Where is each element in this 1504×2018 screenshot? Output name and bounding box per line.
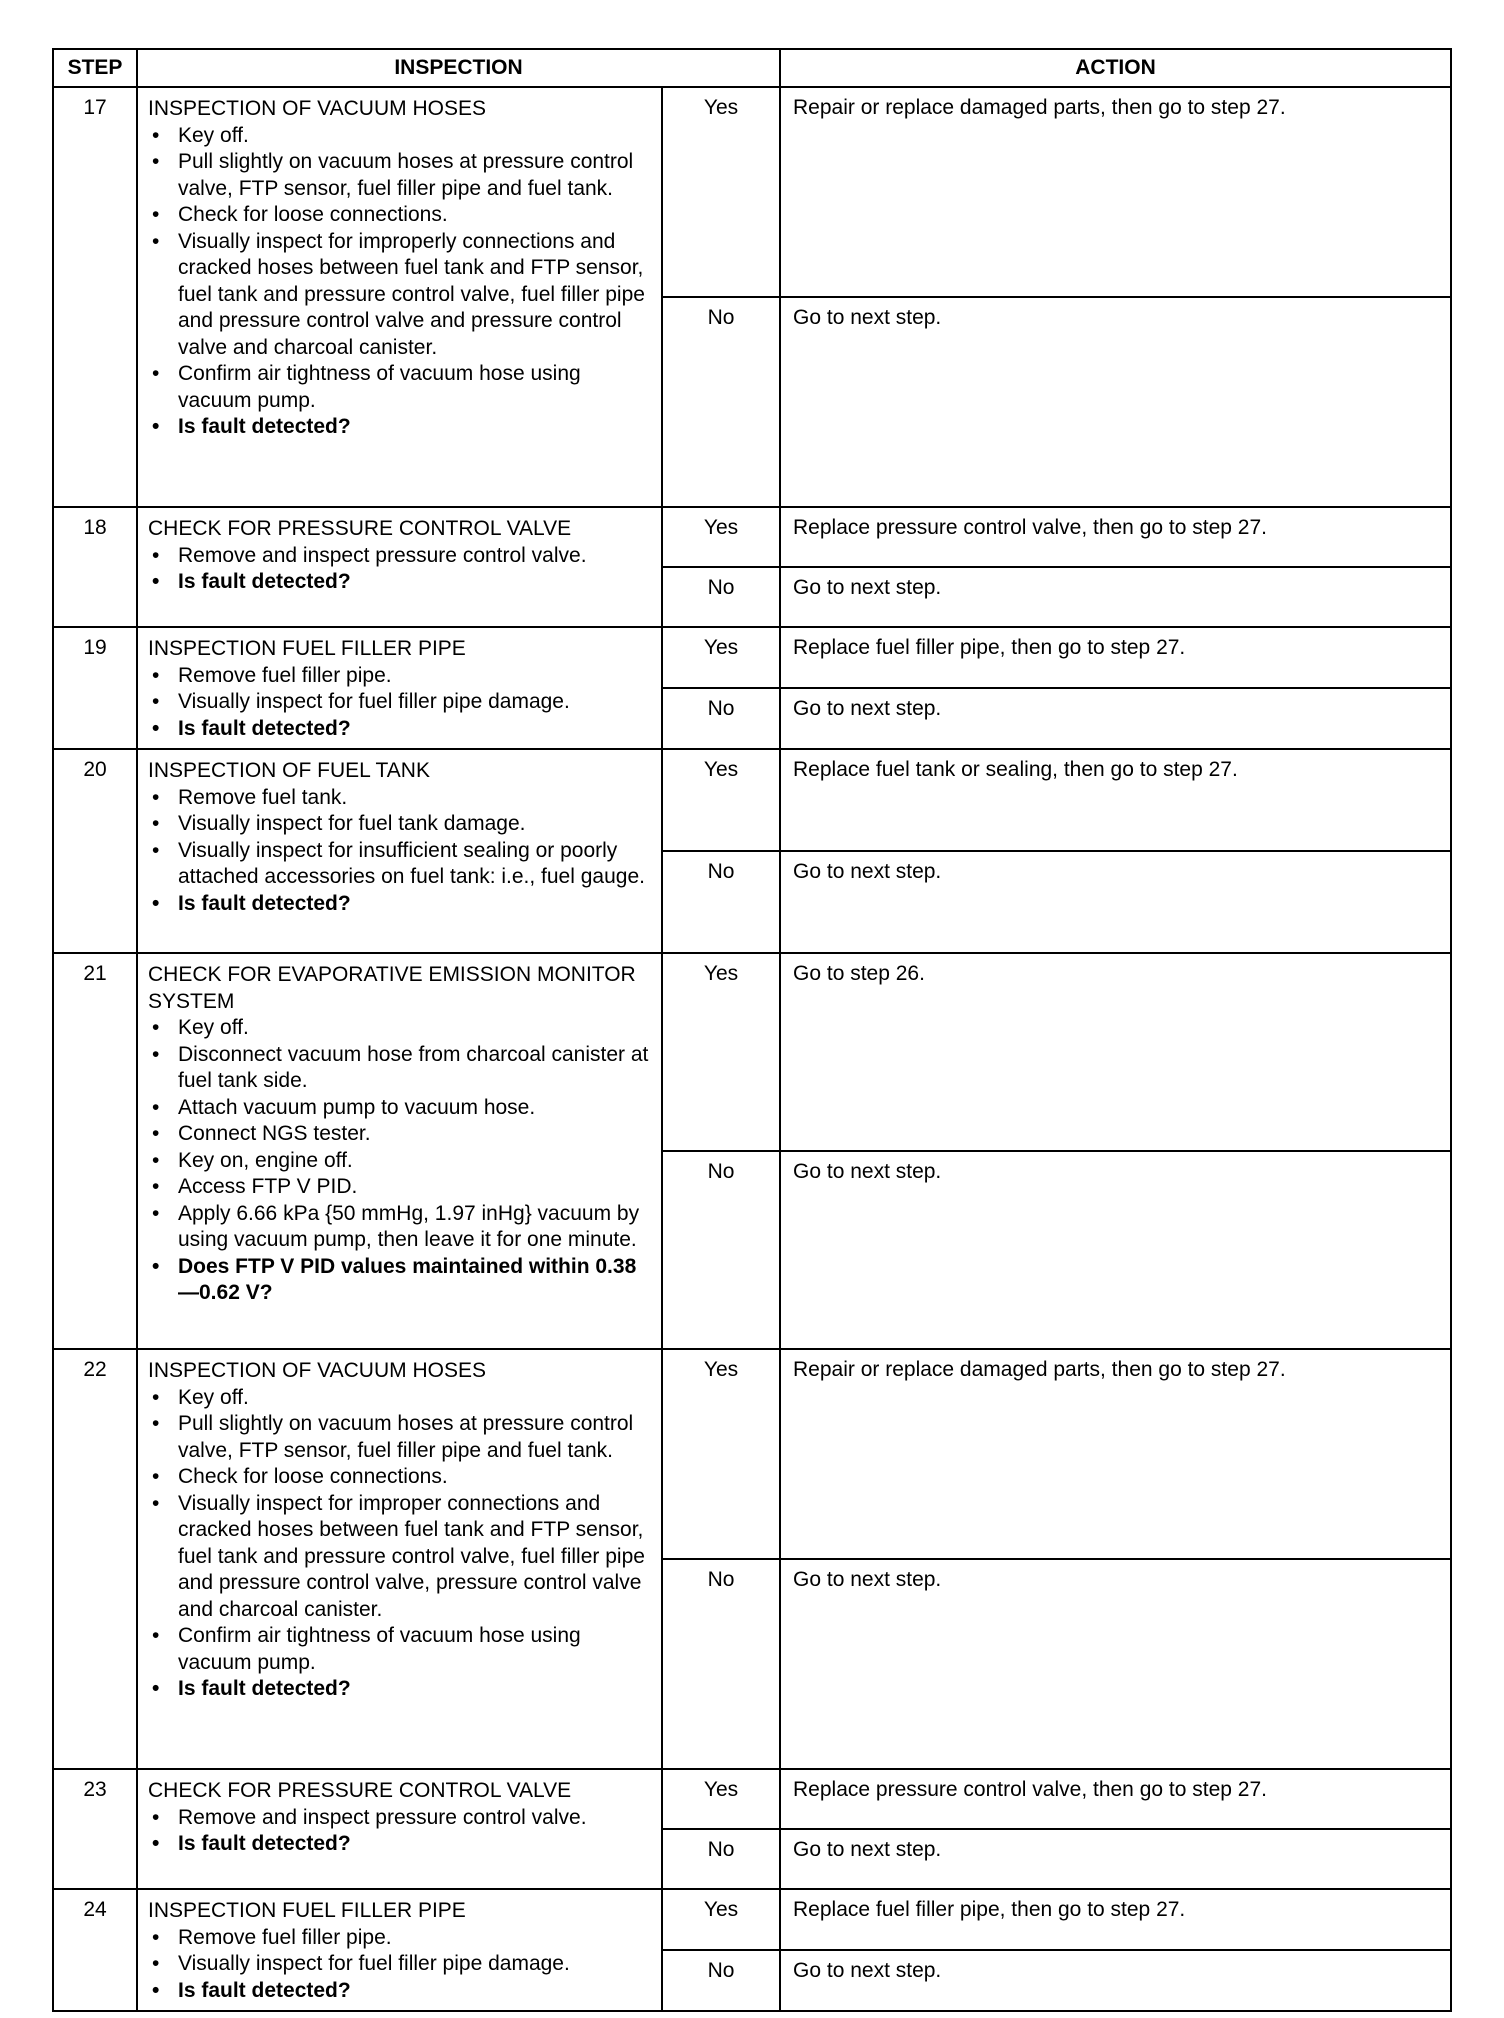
inspection-bullet: • Check for loose connections. xyxy=(148,202,653,229)
no-label: No xyxy=(662,1950,780,2011)
yes-action: Replace pressure control valve, then go to step 27. xyxy=(780,1769,1451,1829)
step-number: 19 xyxy=(53,627,137,749)
inspection-bullet: • Key off. xyxy=(148,1015,653,1042)
inspection-title: INSPECTION OF FUEL TANK xyxy=(148,759,430,782)
yes-label: Yes xyxy=(662,507,780,567)
no-label: No xyxy=(662,688,780,749)
inspection-cell xyxy=(137,749,662,953)
inspection-bullet: • Remove fuel filler pipe. xyxy=(148,663,653,690)
no-label: No xyxy=(662,297,780,507)
inspection-title: INSPECTION FUEL FILLER PIPE xyxy=(148,1899,466,1922)
table-row xyxy=(53,507,1451,567)
inspection-bullet: • Disconnect vacuum hose from charcoal canister at fuel tank side. xyxy=(148,1042,653,1095)
inspection-cell xyxy=(137,953,662,1349)
inspection-bullet: • Confirm air tightness of vacuum hose using vacuum pump. xyxy=(148,1623,653,1676)
inspection-title: CHECK FOR EVAPORATIVE EMISSION MONITOR SYSTEM xyxy=(148,963,636,1013)
no-action: Go to next step. xyxy=(780,1829,1451,1889)
inspection-question: • Is fault detected? xyxy=(148,1831,653,1858)
document-page xyxy=(52,48,1450,2012)
yes-action: Replace fuel tank or sealing, then go to step 27. xyxy=(780,749,1451,851)
step-number: 20 xyxy=(53,749,137,953)
inspection-title: CHECK FOR PRESSURE CONTROL VALVE xyxy=(148,517,572,540)
inspection-question: • Is fault detected? xyxy=(148,1978,653,2005)
table-row xyxy=(53,1889,1451,1950)
step-number: 24 xyxy=(53,1889,137,2011)
yes-action: Go to step 26. xyxy=(780,953,1451,1151)
inspection-title: INSPECTION OF VACUUM HOSES xyxy=(148,1359,486,1382)
inspection-cell xyxy=(137,627,662,749)
inspection-question: • Does FTP V PID values maintained within 0.38—0.62 V? xyxy=(148,1254,653,1307)
yes-label: Yes xyxy=(662,953,780,1151)
inspection-bullets xyxy=(148,1385,653,1703)
yes-action: Replace pressure control valve, then go to step 27. xyxy=(780,507,1451,567)
no-label: No xyxy=(662,567,780,627)
yes-label: Yes xyxy=(662,749,780,851)
step-number: 17 xyxy=(53,87,137,507)
inspection-title: CHECK FOR PRESSURE CONTROL VALVE xyxy=(148,1779,572,1802)
inspection-cell xyxy=(137,507,662,627)
no-action: Go to next step. xyxy=(780,1950,1451,2011)
inspection-title: INSPECTION OF VACUUM HOSES xyxy=(148,97,486,120)
no-action: Go to next step. xyxy=(780,1559,1451,1769)
yes-label: Yes xyxy=(662,1889,780,1950)
inspection-cell xyxy=(137,1349,662,1769)
header-inspection: INSPECTION xyxy=(137,49,780,87)
header-step: STEP xyxy=(53,49,137,87)
yes-label: Yes xyxy=(662,627,780,688)
inspection-bullets xyxy=(148,1805,653,1858)
inspection-bullet: • Connect NGS tester. xyxy=(148,1121,653,1148)
inspection-question: • Is fault detected? xyxy=(148,716,653,743)
header-row xyxy=(53,49,1451,87)
no-action: Go to next step. xyxy=(780,1151,1451,1349)
no-label: No xyxy=(662,1829,780,1889)
inspection-question: • Is fault detected? xyxy=(148,569,653,596)
inspection-bullets xyxy=(148,1015,653,1307)
table-row xyxy=(53,953,1451,1151)
inspection-bullet: • Access FTP V PID. xyxy=(148,1174,653,1201)
inspection-bullets xyxy=(148,543,653,596)
inspection-bullet: • Confirm air tightness of vacuum hose using vacuum pump. xyxy=(148,361,653,414)
inspection-bullet: • Remove and inspect pressure control valve. xyxy=(148,543,653,570)
yes-label: Yes xyxy=(662,1769,780,1829)
table-row xyxy=(53,1769,1451,1829)
yes-label: Yes xyxy=(662,87,780,297)
inspection-question: • Is fault detected? xyxy=(148,1676,653,1703)
yes-label: Yes xyxy=(662,1349,780,1559)
inspection-bullet: • Check for loose connections. xyxy=(148,1464,653,1491)
step-number: 21 xyxy=(53,953,137,1349)
no-action: Go to next step. xyxy=(780,297,1451,507)
inspection-cell xyxy=(137,1769,662,1889)
inspection-bullet: • Attach vacuum pump to vacuum hose. xyxy=(148,1095,653,1122)
step-number: 22 xyxy=(53,1349,137,1769)
inspection-bullet: • Pull slightly on vacuum hoses at pressure control valve, FTP sensor, fuel filler pipe and fuel tank. xyxy=(148,149,653,202)
inspection-bullet: • Visually inspect for insufficient sealing or poorly attached accessories on fuel tank: i.e., fuel gauge. xyxy=(148,838,653,891)
table-row xyxy=(53,627,1451,688)
inspection-bullets xyxy=(148,1925,653,2005)
yes-action: Repair or replace damaged parts, then go to step 27. xyxy=(780,1349,1451,1559)
no-label: No xyxy=(662,1151,780,1349)
header-action: ACTION xyxy=(780,49,1451,87)
inspection-bullets xyxy=(148,123,653,441)
inspection-bullet: • Key off. xyxy=(148,123,653,150)
inspection-bullet: • Visually inspect for fuel tank damage. xyxy=(148,811,653,838)
table-row xyxy=(53,749,1451,851)
yes-action: Repair or replace damaged parts, then go to step 27. xyxy=(780,87,1451,297)
inspection-bullet: • Remove and inspect pressure control valve. xyxy=(148,1805,653,1832)
inspection-cell xyxy=(137,1889,662,2011)
inspection-bullets xyxy=(148,663,653,743)
no-action: Go to next step. xyxy=(780,688,1451,749)
inspection-bullet: • Visually inspect for improper connections and cracked hoses between fuel tank and FTP sensor, fuel tank and pressure control valve, fuel filler pipe and pressure control valve, pressure control valve and charcoal canister. xyxy=(148,1491,653,1624)
inspection-bullets xyxy=(148,785,653,918)
inspection-question: • Is fault detected? xyxy=(148,891,653,918)
inspection-bullet: • Pull slightly on vacuum hoses at pressure control valve, FTP sensor, fuel filler pipe and fuel tank. xyxy=(148,1411,653,1464)
inspection-bullet: • Key off. xyxy=(148,1385,653,1412)
inspection-bullet: • Remove fuel filler pipe. xyxy=(148,1925,653,1952)
no-label: No xyxy=(662,851,780,953)
inspection-bullet: • Visually inspect for fuel filler pipe damage. xyxy=(148,689,653,716)
inspection-cell xyxy=(137,87,662,507)
table-row xyxy=(53,1349,1451,1559)
table-row xyxy=(53,87,1451,297)
inspection-title: INSPECTION FUEL FILLER PIPE xyxy=(148,637,466,660)
inspection-bullet: • Visually inspect for fuel filler pipe damage. xyxy=(148,1951,653,1978)
yes-action: Replace fuel filler pipe, then go to step 27. xyxy=(780,1889,1451,1950)
inspection-bullet: • Remove fuel tank. xyxy=(148,785,653,812)
yes-action: Replace fuel filler pipe, then go to step 27. xyxy=(780,627,1451,688)
inspection-bullet: • Visually inspect for improperly connections and cracked hoses between fuel tank and FTP sensor, fuel tank and pressure control valve, fuel filler pipe and pressure control valve and pressure control valve and charcoal canister. xyxy=(148,229,653,362)
no-label: No xyxy=(662,1559,780,1769)
inspection-question: • Is fault detected? xyxy=(148,414,653,441)
no-action: Go to next step. xyxy=(780,851,1451,953)
step-number: 18 xyxy=(53,507,137,627)
table-body xyxy=(53,87,1451,2011)
inspection-bullet: • Apply 6.66 kPa {50 mmHg, 1.97 inHg} vacuum by using vacuum pump, then leave it for one minute. xyxy=(148,1201,653,1254)
no-action: Go to next step. xyxy=(780,567,1451,627)
step-number: 23 xyxy=(53,1769,137,1889)
diagnostic-table xyxy=(52,48,1452,2012)
inspection-bullet: • Key on, engine off. xyxy=(148,1148,653,1175)
